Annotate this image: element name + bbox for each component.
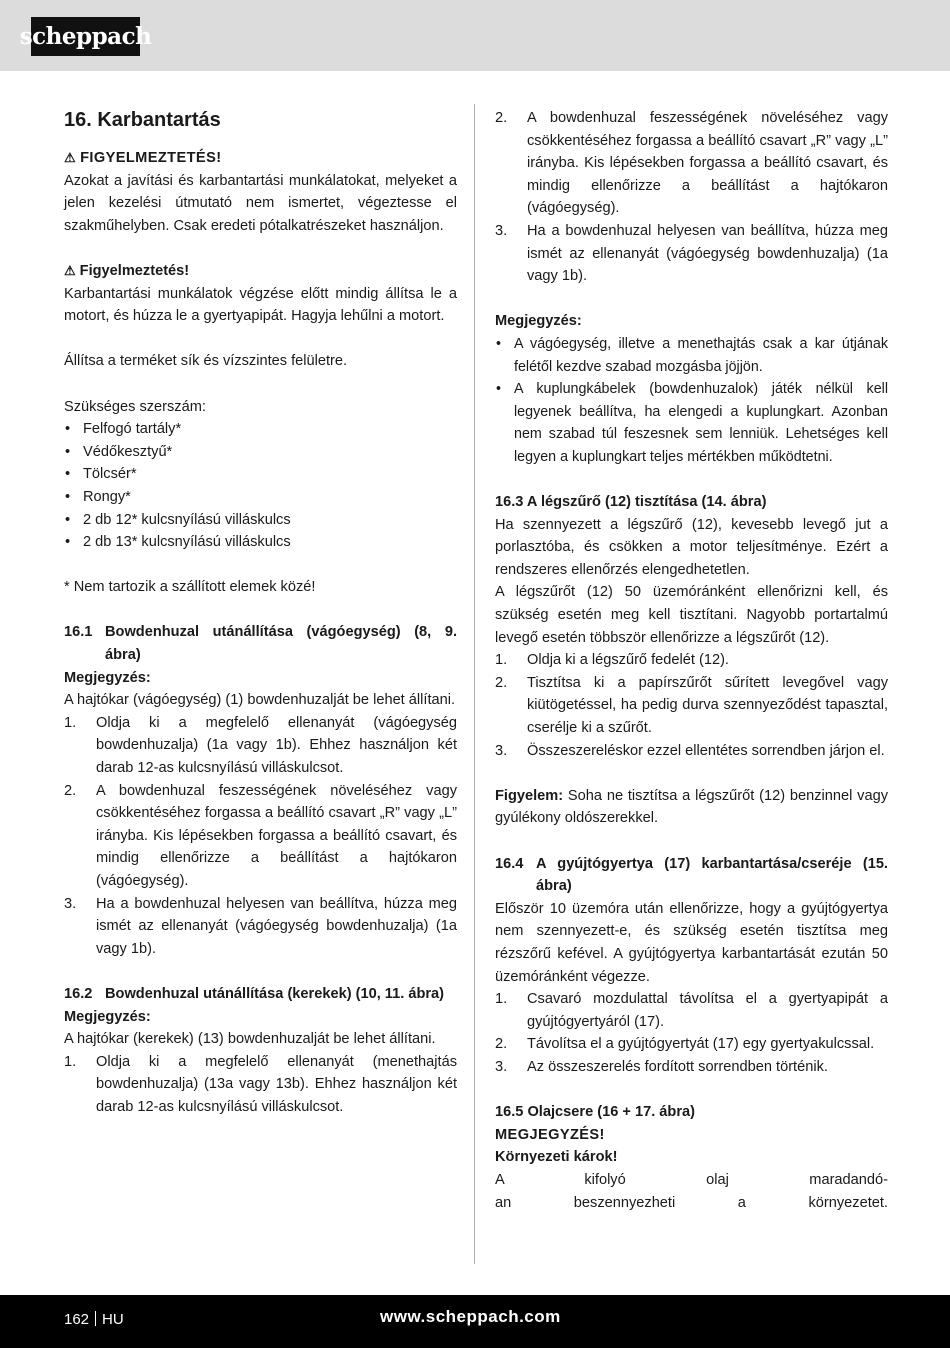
paragraph-line: A kifolyó olaj maradandó- (495, 1171, 888, 1188)
section-title: 16. Karbantartás (64, 109, 221, 131)
subsection-heading-16-4: 16.4 A gyújtógyertya (17) karbantartása/cseréje (15. ábra) (495, 855, 888, 895)
header-bar (0, 0, 950, 71)
warning-text: Azokat a javítási és karbantartási munkálatokat, melyeket a jelen kezelési útmutató nem ismertet, végeztesse el szakműhelyben. Csak eredeti pótalkatrészeket használjon. (64, 172, 457, 234)
paragraph-line: an beszennyezheti a környezetet. (495, 1194, 888, 1211)
list-item: 1. Csavaró mozdulattal távolítsa el a gyertyapipát a gyújtógyertyáról (17). (495, 991, 888, 1030)
list-item: • Védőkesztyű* (65, 443, 173, 460)
caution-title: Figyelmeztetés! (79, 262, 190, 279)
list-item: • Felfogó tartály* (65, 421, 182, 438)
list-item: 1. Oldja ki a megfelelő ellenanyát (menethajtás bowdenhuzalja) (13a vagy 13b). Ehhez használjon két darab 12-as kulcsnyílású villáskulcsot. (64, 1053, 457, 1115)
tools-title: Szükséges szerszám: (64, 398, 206, 415)
not-included-note: * Nem tartozik a szállított elemek közé! (64, 579, 316, 596)
note-label: MEGJEGYZÉS! (495, 1126, 605, 1143)
subsection-heading-16-1: 16.1 Bowdenhuzal utánállítása (vágóegység) (8, 9. ábra) (64, 624, 457, 664)
language-code: HU (102, 1311, 124, 1328)
note-text: A hajtókar (kerekek) (13) bowdenhuzalját be lehet állítani. (64, 1031, 436, 1048)
list-item: 1. Oldja ki a megfelelő ellenanyát (vágóegység bowdenhuzalja) (1a vagy 1b). Ehhez használjon két darab 12-as kulcsnyílású villáskulcsot. (64, 714, 457, 777)
caution-text: Karbantartási munkálatok végzése előtt mindig állítsa le a motort, és húzza le a gyertyapipát. Hagyja lehűlni a motort. (64, 285, 457, 325)
attention-note: Figyelem: Soha ne tisztítsa a légszűrőt (12) benzinnel vagy gyúlékony oldószerekkel. (495, 787, 888, 827)
paragraph: Először 10 üzemóra után ellenőrizze, hogy a gyújtógyertya nem szennyezett-e, és szükség esetén tisztítsa meg rézszőrű kefével. A gyújtógyertya karbantartását ezután 50 üzemóránként végezze. (495, 900, 888, 985)
note-text: A hajtókar (vágóegység) (1) bowdenhuzalját be lehet állítani. (64, 692, 456, 709)
list-item: • A kuplungkábelek (bowdenhuzalok) játék nélkül kell legyenek beállítva, ha elengedi a kuplungkart. Azonban nem szabad túl feszesnek sem lenniük. Lehetséges kell legyen a kuplungkart teljes mértékben működtetni. (496, 381, 888, 465)
website-link[interactable]: www.scheppach.com (380, 1307, 561, 1326)
footer-bar (0, 1295, 950, 1348)
list-item: 2. A bowdenhuzal feszességének növeléséhez vagy csökkentéséhez forgassa a beállító csavart „R” vagy „L” irányba. Kis lépésekben forgassa a beállító csavart, és mindig ellenőrizze a beállítást a hajtókaron (vágóegység). (495, 110, 888, 217)
page-number: 162 HU (64, 1311, 124, 1328)
list-item: • 2 db 13* kulcsnyílású villáskulcs (65, 534, 291, 551)
note-label: Megjegyzés: (64, 1008, 151, 1025)
column-divider (474, 104, 475, 1264)
subsection-heading-16-2: 16.2 Bowdenhuzal utánállítása (kerekek) (10, 11. ábra) (64, 985, 445, 1002)
surface-text: Állítsa a terméket sík és vízszintes felületre. (64, 353, 348, 370)
caution-heading (64, 260, 457, 283)
list-item: 2. A bowdenhuzal feszességének növeléséhez vagy csökkentéséhez forgassa a beállító csavart „R” vagy „L” irányba. Kis lépésekben forgassa a beállító csavart, és mindig ellenőrizze a beállítást a hajtókaron (vágóegység). (64, 782, 457, 889)
list-item: 1. Oldja ki a légszűrő fedelét (12). (495, 652, 729, 669)
list-item: 3. Összeszereléskor ezzel ellentétes sorrendben járjon el. (495, 742, 885, 759)
warning-title: FIGYELMEZTETÉS! (80, 150, 222, 166)
paragraph: Ha szennyezett a légszűrő (12), kevesebb levegő jut a porlasztóba, és csökken a motor teljesítménye. Ezért a rendszeres ellenőrzés elengedhetetlen. (495, 516, 888, 578)
list-item: • A vágóegység, illetve a menethajtás csak a kar útjának felétől kezdve szabad mozgásba jöjjön. (496, 335, 888, 375)
tools-list (64, 418, 457, 554)
list-item: 2. Tisztítsa ki a papírszűrőt sűrített levegővel vagy kiütögetéssel, ha pedig durva szennyeződést tapasztal, cserélje ki a szűrőt. (495, 674, 888, 737)
notes-list (495, 333, 888, 469)
scheppach-logo: scheppach (31, 17, 140, 56)
right-column (495, 107, 888, 1214)
paragraph: A légszűrőt (12) 50 üzemóránként ellenőrizni kell, és szükség esetén meg kell tisztítani. Nagyobb portartalmú levegő esetén többször ellenőrizze a légszűrőt (12). (495, 584, 888, 646)
subsection-heading-16-3: 16.3 A légszűrő (12) tisztítása (14. ábra) (495, 494, 767, 511)
warning-triangle-icon: ⚠ (64, 150, 77, 165)
list-item: 2. Távolítsa el a gyújtógyertyát (17) egy gyertyakulcssal. (495, 1036, 875, 1053)
note-label: Megjegyzés: (495, 313, 582, 330)
list-item: 3. Ha a bowdenhuzal helyesen van beállítva, húzza meg ismét az ellenanyát (vágóegység bowdenhuzalja) (1a vagy 1b). (64, 895, 457, 957)
note-label: Megjegyzés: (64, 669, 151, 686)
warning-heading (64, 147, 457, 170)
subsection-heading-16-5: 16.5 Olajcsere (16 + 17. ábra) (495, 1104, 695, 1121)
environment-warning: Környezeti károk! (495, 1149, 618, 1166)
list-item: 3. Ha a bowdenhuzal helyesen van beállítva, húzza meg ismét az ellenanyát (vágóegység bowdenhuzalja) (1a vagy 1b). (495, 222, 888, 285)
left-column (64, 107, 457, 1119)
list-item: 3. Az összeszerelés fordított sorrendben történik. (495, 1058, 828, 1075)
list-item: • 2 db 12* kulcsnyílású villáskulcs (65, 511, 291, 528)
list-item: • Tölcsér* (65, 466, 137, 483)
warning-triangle-icon: ⚠ (64, 262, 76, 278)
separator (95, 1311, 96, 1326)
list-item: • Rongy* (65, 488, 131, 505)
